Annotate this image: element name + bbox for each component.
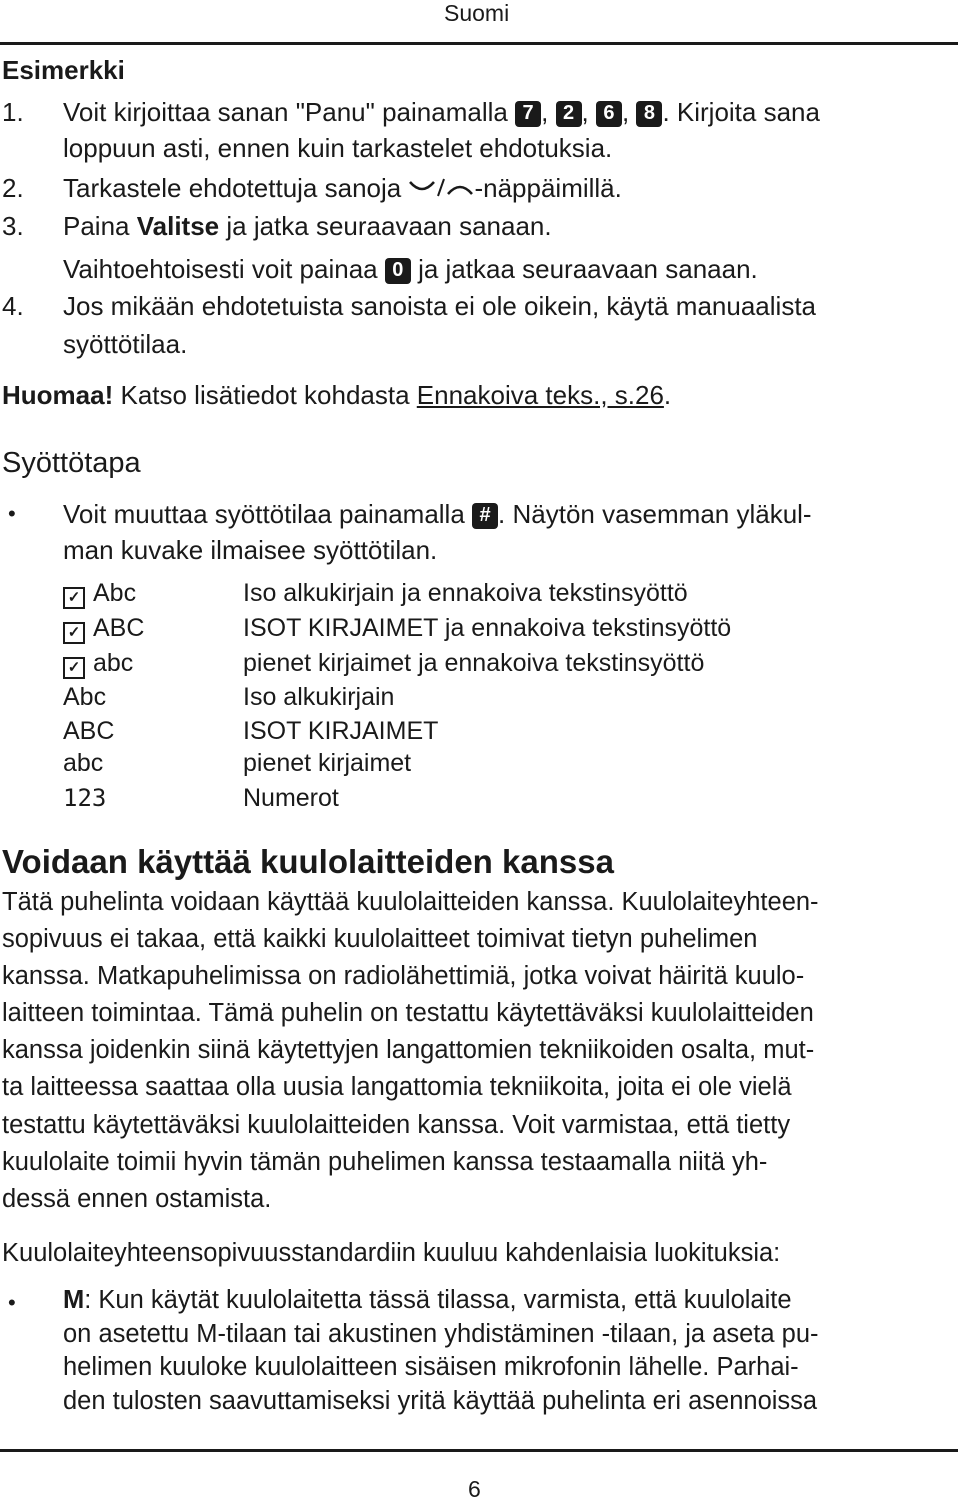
paragraph-line: den tulosten saavuttamiseksi yritä käyttää puhelinta eri asennoissa: [63, 1387, 818, 1416]
key-7-icon: 7: [515, 101, 541, 127]
mode-label: [63, 576, 136, 610]
input-mode-text-b: . Näytön vasemman yläkul-: [498, 499, 812, 529]
note-end: .: [663, 380, 672, 410]
predictive-checkbox-icon: ✓: [63, 622, 85, 644]
m-mode-label: M: [63, 1286, 85, 1314]
note-text: Katso lisätiedot kohdasta: [113, 380, 417, 410]
example-heading: Esimerkki: [2, 55, 125, 85]
bullet-icon: •: [8, 1290, 16, 1315]
m-mode-bullet: [63, 1284, 953, 1419]
bullet-icon: •: [8, 501, 16, 526]
step-3-line-2: [63, 251, 953, 287]
paragraph-line: laitteen toimintaa. Tämä puhelin on testattu käytettäväksi kuulolaitteiden: [2, 999, 814, 1028]
mode-label: 123: [63, 784, 107, 812]
mode-label: [63, 611, 144, 645]
page-language-label: Suomi: [444, 0, 510, 26]
step-2-text-b: -näppäimillä.: [474, 173, 622, 203]
mode-label-text: abc: [93, 649, 134, 677]
paragraph-line: kanssa. Matkapuhelimissa on radiolähettimiä, jotka voivat häiritä kuulo-: [2, 962, 805, 991]
mode-label: Abc: [63, 683, 107, 711]
mode-label-text: ABC: [93, 614, 145, 642]
comma: ,: [541, 97, 556, 127]
mode-description: ISOT KIRJAIMET: [243, 717, 439, 745]
key-8-icon: 8: [636, 101, 662, 127]
key-6-icon: 6: [596, 101, 622, 127]
comma: ,: [581, 97, 596, 127]
paragraph-line: ta laitteessa saattaa olla uusia langattomia tekniikoita, joita ei ole vielä: [2, 1073, 792, 1102]
hearing-aid-paragraph: [2, 884, 958, 1218]
step-4-line-1: Jos mikään ehdotetuista sanoista ei ole oikein, käytä manuaalista: [63, 291, 816, 321]
paragraph-line: on asetettu M-tilaan tai akustinen yhdistäminen -tilaan, ja aseta pu-: [63, 1319, 819, 1348]
step-1-text-c: loppuun asti, ennen kuin tarkastelet ehdotuksia.: [63, 133, 613, 163]
step-3-text-a: Paina: [63, 211, 137, 241]
step-2-number: 2.: [2, 173, 24, 203]
step-1-text-a: Voit kirjoittaa sanan "Panu" painamalla: [63, 97, 516, 127]
step-3-text-b: ja jatka seuraavaan sanaan.: [219, 211, 552, 241]
top-rule: [0, 42, 958, 45]
mode-label-text: Abc: [93, 579, 137, 607]
mode-description: ISOT KIRJAIMET ja ennakoiva tekstinsyöttö: [243, 614, 732, 642]
paragraph-line: Tätä puhelinta voidaan käyttää kuulolaitteiden kanssa. Kuulolaiteyhteen-: [2, 888, 819, 916]
navigation-up-down-icon: [408, 172, 474, 208]
mode-description: pienet kirjaimet ja ennakoiva tekstinsyöttö: [243, 649, 705, 677]
step-4-number: 4.: [2, 291, 24, 321]
bottom-rule: [0, 1449, 958, 1452]
input-mode-heading: Syöttötapa: [2, 447, 141, 479]
paragraph-line: kanssa joidenkin siinä käytettyjen langattomien tekniikoiden osalta, mut-: [2, 1036, 815, 1065]
hearing-aid-heading: Voidaan käyttää kuulolaitteiden kanssa: [2, 843, 614, 880]
paragraph-line: helimen kuuloke kuulolaitteen sisäisen mikrofonin lähelle. Parhai-: [63, 1353, 799, 1382]
paragraph-line: sopivuus ei takaa, että kaikki kuulolaitteet toimivat tietyn puhelimen: [2, 925, 758, 954]
predictive-checkbox-icon: ✓: [63, 657, 85, 679]
mode-description: pienet kirjaimet: [243, 749, 412, 777]
input-mode-text-line-2: man kuvake ilmaisee syöttötilan.: [63, 535, 438, 565]
predictive-checkbox-icon: ✓: [63, 587, 85, 609]
paragraph-line: dessä ennen ostamista.: [2, 1184, 272, 1213]
step-1-text: [63, 94, 953, 166]
step-3-line2-a: Vaihtoehtoisesti voit painaa: [63, 254, 385, 284]
m-mode-text: : Kun käytät kuulolaitetta tässä tilassa, varmista, että kuulolaite: [84, 1286, 792, 1314]
note-line: [2, 377, 671, 413]
key-hash-icon: #: [472, 503, 498, 529]
paragraph-line: testattu käytettäväksi kuulolaitteiden kanssa. Voit varmistaa, että tietty: [2, 1110, 791, 1139]
key-2-icon: 2: [556, 101, 582, 127]
page-number: 6: [468, 1476, 481, 1502]
step-2-text: [63, 170, 953, 208]
comma: ,: [621, 97, 637, 127]
mode-label: [63, 646, 133, 680]
mode-description: Iso alkukirjain ja ennakoiva tekstinsyöttö: [243, 579, 688, 607]
paragraph-line: Kuulolaiteyhteensopivuusstandardiin kuuluu kahdenlaisia luokituksia:: [2, 1239, 781, 1267]
mode-label: ABC: [63, 717, 115, 745]
key-0-icon: 0: [385, 258, 411, 284]
input-mode-text-a: Voit muuttaa syöttötilaa painamalla: [63, 499, 473, 529]
step-3-line2-b: ja jatkaa seuraavaan sanaan.: [410, 254, 758, 284]
step-3-number: 3.: [2, 211, 24, 241]
step-2-text-a: Tarkastele ehdotettuja sanoja: [63, 173, 409, 203]
step-1-text-b: . Kirjoita sana: [662, 97, 820, 127]
step-1-number: 1.: [2, 97, 24, 127]
predictive-text-link[interactable]: Ennakoiva teks., s.26: [416, 380, 664, 410]
step-4-line-2: syöttötilaa.: [63, 329, 188, 359]
mode-description: Numerot: [243, 784, 339, 812]
paragraph-line: kuulolaite toimii hyvin tämän puhelimen kanssa testaamalla niitä yh-: [2, 1147, 768, 1176]
input-mode-text-line-1: [63, 496, 953, 532]
note-label: Huomaa!: [2, 380, 114, 410]
mode-label: abc: [63, 749, 104, 777]
step-3-text: [63, 208, 953, 244]
classification-intro: [2, 1235, 958, 1272]
select-softkey-label: Valitse: [136, 211, 220, 241]
paragraph-line: [63, 1284, 953, 1318]
mode-description: Iso alkukirjain: [243, 683, 395, 711]
